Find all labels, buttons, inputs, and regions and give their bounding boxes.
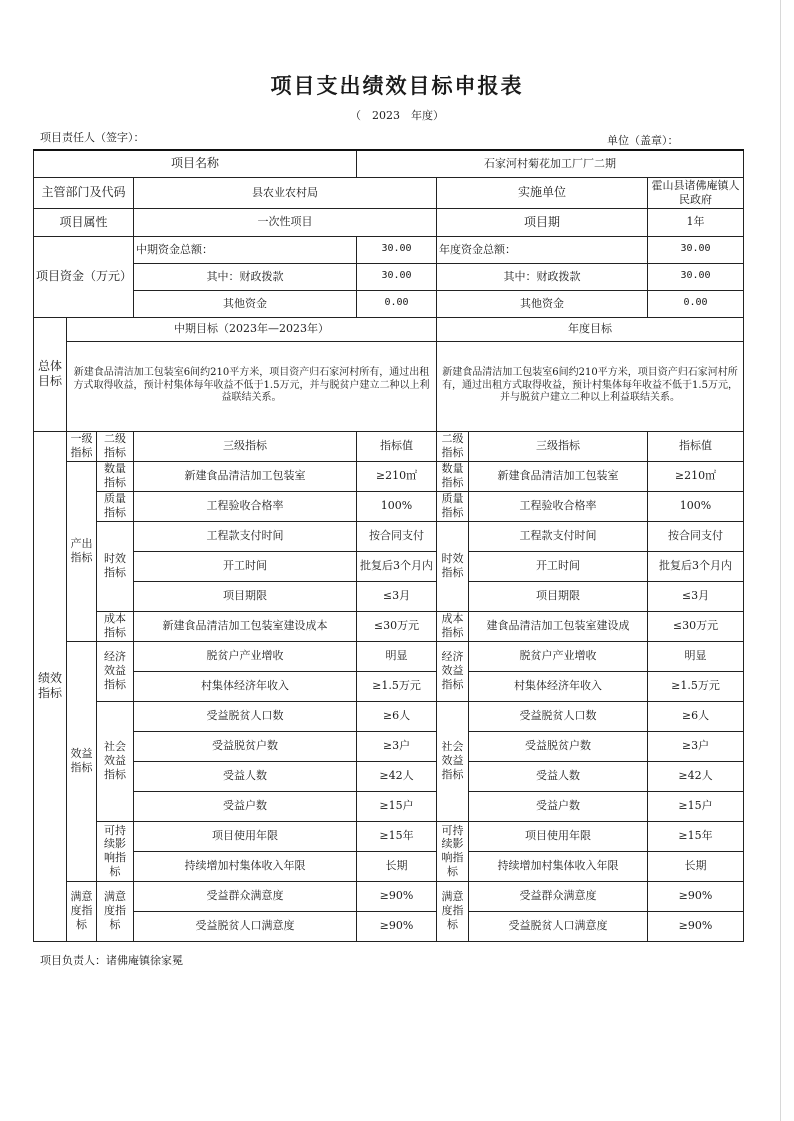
- level1-header: 一级指标: [67, 431, 97, 461]
- indicator-mid: 项目期限: [134, 581, 357, 611]
- mid-goal-text: 新建食品清洁加工包装室6间约210平方米，项目资产归石家河村所有，通过出租方式取得收益，预计村集体每年收益不低于1.5万元，并与脱贫户建立二种以上利益联结关系。: [67, 341, 437, 431]
- indicator-year-value: ≤3月: [648, 581, 744, 611]
- indicator-year: 受益脱贫户数: [469, 731, 648, 761]
- indicator-mid-value: 批复后3个月内: [357, 551, 437, 581]
- indicator-year: 受益群众满意度: [469, 881, 648, 911]
- project-name-label: 项目名称: [34, 150, 357, 177]
- sub-quantity-year: 数量指标: [437, 461, 469, 491]
- value-header-year: 指标值: [648, 431, 744, 461]
- project-leader-label: 项目负责人：诸佛庵镇徐家冕: [40, 954, 183, 967]
- indicator-year: 受益脱贫人口满意度: [469, 911, 648, 941]
- year-total-label: 年度资金总额：: [437, 236, 648, 263]
- indicator-year: 开工时间: [469, 551, 648, 581]
- sub-timeliness-year: 时效指标: [437, 521, 469, 611]
- indicator-year: 工程验收合格率: [469, 491, 648, 521]
- mid-fiscal-label: 其中：财政拨款: [134, 263, 357, 290]
- indicator-year-value: 明显: [648, 641, 744, 671]
- scan-edge-line: [780, 0, 781, 1121]
- indicator-year-value: ≤30万元: [648, 611, 744, 641]
- impl-unit-value: 霍山县诸佛庵镇人民政府: [648, 177, 744, 208]
- year-line: （ 2023 年度）: [350, 109, 444, 122]
- level3-header-mid: 三级指标: [134, 431, 357, 461]
- sub-economic-mid: 经济效益指标: [97, 641, 134, 701]
- indicator-year-value: ≥42人: [648, 761, 744, 791]
- dept-label: 主管部门及代码: [34, 177, 134, 208]
- indicator-year-value: 长期: [648, 851, 744, 881]
- indicator-mid: 受益人数: [134, 761, 357, 791]
- responsible-signature-label: 项目责任人（签字）：: [40, 131, 145, 144]
- value-header-mid: 指标值: [357, 431, 437, 461]
- perf-label: 绩效指标: [34, 431, 67, 941]
- year-fiscal-label: 其中：财政拨款: [437, 263, 648, 290]
- level2-header-mid: 二级指标: [97, 431, 134, 461]
- attribute-label: 项目属性: [34, 208, 134, 236]
- sub-satisfaction-year: 满意度指标: [437, 881, 469, 941]
- indicator-mid-value: ≥90%: [357, 911, 437, 941]
- indicator-year: 建食品清洁加工包装室建设成: [469, 611, 648, 641]
- page-title: 项目支出绩效目标申报表: [270, 73, 524, 98]
- year-other-value: 0.00: [648, 290, 744, 317]
- indicator-year: 受益户数: [469, 791, 648, 821]
- category-benefit: 效益指标: [67, 641, 97, 881]
- mid-goal-header: 中期目标（2023年—2023年）: [67, 317, 437, 341]
- indicator-year: 项目期限: [469, 581, 648, 611]
- indicator-mid: 脱贫户产业增收: [134, 641, 357, 671]
- indicator-mid-value: ≥3户: [357, 731, 437, 761]
- indicator-year-value: ≥15户: [648, 791, 744, 821]
- indicator-year: 持续增加村集体收入年限: [469, 851, 648, 881]
- indicator-year-value: ≥3户: [648, 731, 744, 761]
- year-fiscal-value: 30.00: [648, 263, 744, 290]
- category-output: 产出指标: [67, 461, 97, 641]
- indicator-mid-value: 100%: [357, 491, 437, 521]
- year-goal-text: 新建食品清洁加工包装室6间约210平方米，项目资产归石家河村所有，通过出租方式取得收益，预计村集体每年收益不低于1.5万元，并与脱贫户建立二种以上利益联结关系。: [437, 341, 744, 431]
- indicator-year-value: 100%: [648, 491, 744, 521]
- indicator-year: 脱贫户产业增收: [469, 641, 648, 671]
- indicator-mid-value: ≥210㎡: [357, 461, 437, 491]
- indicator-year: 项目使用年限: [469, 821, 648, 851]
- sub-quality-mid: 质量指标: [97, 491, 134, 521]
- indicator-year: 受益人数: [469, 761, 648, 791]
- indicator-mid: 开工时间: [134, 551, 357, 581]
- category-satisfaction: 满意度指标: [67, 881, 97, 941]
- sub-economic-year: 经济效益指标: [437, 641, 469, 701]
- sub-sustain-year: 可持续影响指标: [437, 821, 469, 881]
- indicator-mid: 受益脱贫人口满意度: [134, 911, 357, 941]
- indicator-year-value: ≥15年: [648, 821, 744, 851]
- year-total-value: 30.00: [648, 236, 744, 263]
- dept-value: 县农业农村局: [134, 177, 437, 208]
- indicator-mid-value: ≥42人: [357, 761, 437, 791]
- indicator-mid: 受益脱贫户数: [134, 731, 357, 761]
- indicator-mid-value: ≥6人: [357, 701, 437, 731]
- indicator-year-value: ≥210㎡: [648, 461, 744, 491]
- period-value: 1年: [648, 208, 744, 236]
- period-label: 项目期: [437, 208, 648, 236]
- performance-target-table: [33, 149, 744, 942]
- indicator-year: 工程款支付时间: [469, 521, 648, 551]
- indicator-mid-value: 明显: [357, 641, 437, 671]
- indicator-year: 新建食品清洁加工包装室: [469, 461, 648, 491]
- indicator-mid: 持续增加村集体收入年限: [134, 851, 357, 881]
- indicator-mid: 受益脱贫人口数: [134, 701, 357, 731]
- overall-goal-label: 总体目标: [34, 317, 67, 431]
- indicator-mid-value: ≥15年: [357, 821, 437, 851]
- indicator-year-value: ≥6人: [648, 701, 744, 731]
- mid-other-value: 0.00: [357, 290, 437, 317]
- year-other-label: 其他资金: [437, 290, 648, 317]
- indicator-year-value: 按合同支付: [648, 521, 744, 551]
- project-name-value: 石家河村菊花加工厂厂二期: [357, 150, 744, 177]
- indicator-mid-value: ≥90%: [357, 881, 437, 911]
- mid-total-label: 中期资金总额：: [134, 236, 357, 263]
- indicator-year-value: ≥1.5万元: [648, 671, 744, 701]
- indicator-year-value: 批复后3个月内: [648, 551, 744, 581]
- indicator-year-value: ≥90%: [648, 911, 744, 941]
- indicator-mid: 新建食品清洁加工包装室: [134, 461, 357, 491]
- funds-label: 项目资金（万元）: [34, 236, 134, 317]
- sub-quantity-mid: 数量指标: [97, 461, 134, 491]
- sub-social-mid: 社会效益指标: [97, 701, 134, 821]
- level2-header-year: 二级指标: [437, 431, 469, 461]
- indicator-mid-value: ≤3月: [357, 581, 437, 611]
- sub-sustain-mid: 可持续影响指标: [97, 821, 134, 881]
- indicator-year: 受益脱贫人口数: [469, 701, 648, 731]
- indicator-mid: 工程款支付时间: [134, 521, 357, 551]
- indicator-mid-value: ≥1.5万元: [357, 671, 437, 701]
- indicator-mid: 工程验收合格率: [134, 491, 357, 521]
- level3-header-year: 三级指标: [469, 431, 648, 461]
- sub-satisfaction-mid: 满意度指标: [97, 881, 134, 941]
- indicator-mid: 项目使用年限: [134, 821, 357, 851]
- sub-cost-year: 成本指标: [437, 611, 469, 641]
- sub-quality-year: 质量指标: [437, 491, 469, 521]
- indicator-mid-value: 长期: [357, 851, 437, 881]
- mid-other-label: 其他资金: [134, 290, 357, 317]
- indicator-mid: 村集体经济年收入: [134, 671, 357, 701]
- mid-total-value: 30.00: [357, 236, 437, 263]
- indicator-year: 村集体经济年收入: [469, 671, 648, 701]
- sub-timeliness-mid: 时效指标: [97, 521, 134, 611]
- unit-seal-label: 单位（盖章）：: [607, 134, 679, 147]
- indicator-mid-value: 按合同支付: [357, 521, 437, 551]
- sub-cost-mid: 成本指标: [97, 611, 134, 641]
- indicator-mid: 受益户数: [134, 791, 357, 821]
- indicator-mid: 新建食品清洁加工包装室建设成本: [134, 611, 357, 641]
- mid-fiscal-value: 30.00: [357, 263, 437, 290]
- indicator-mid-value: ≤30万元: [357, 611, 437, 641]
- indicator-mid-value: ≥15户: [357, 791, 437, 821]
- indicator-year-value: ≥90%: [648, 881, 744, 911]
- attribute-value: 一次性项目: [134, 208, 437, 236]
- sub-social-year: 社会效益指标: [437, 701, 469, 821]
- impl-unit-label: 实施单位: [437, 177, 648, 208]
- indicator-mid: 受益群众满意度: [134, 881, 357, 911]
- year-goal-header: 年度目标: [437, 317, 744, 341]
